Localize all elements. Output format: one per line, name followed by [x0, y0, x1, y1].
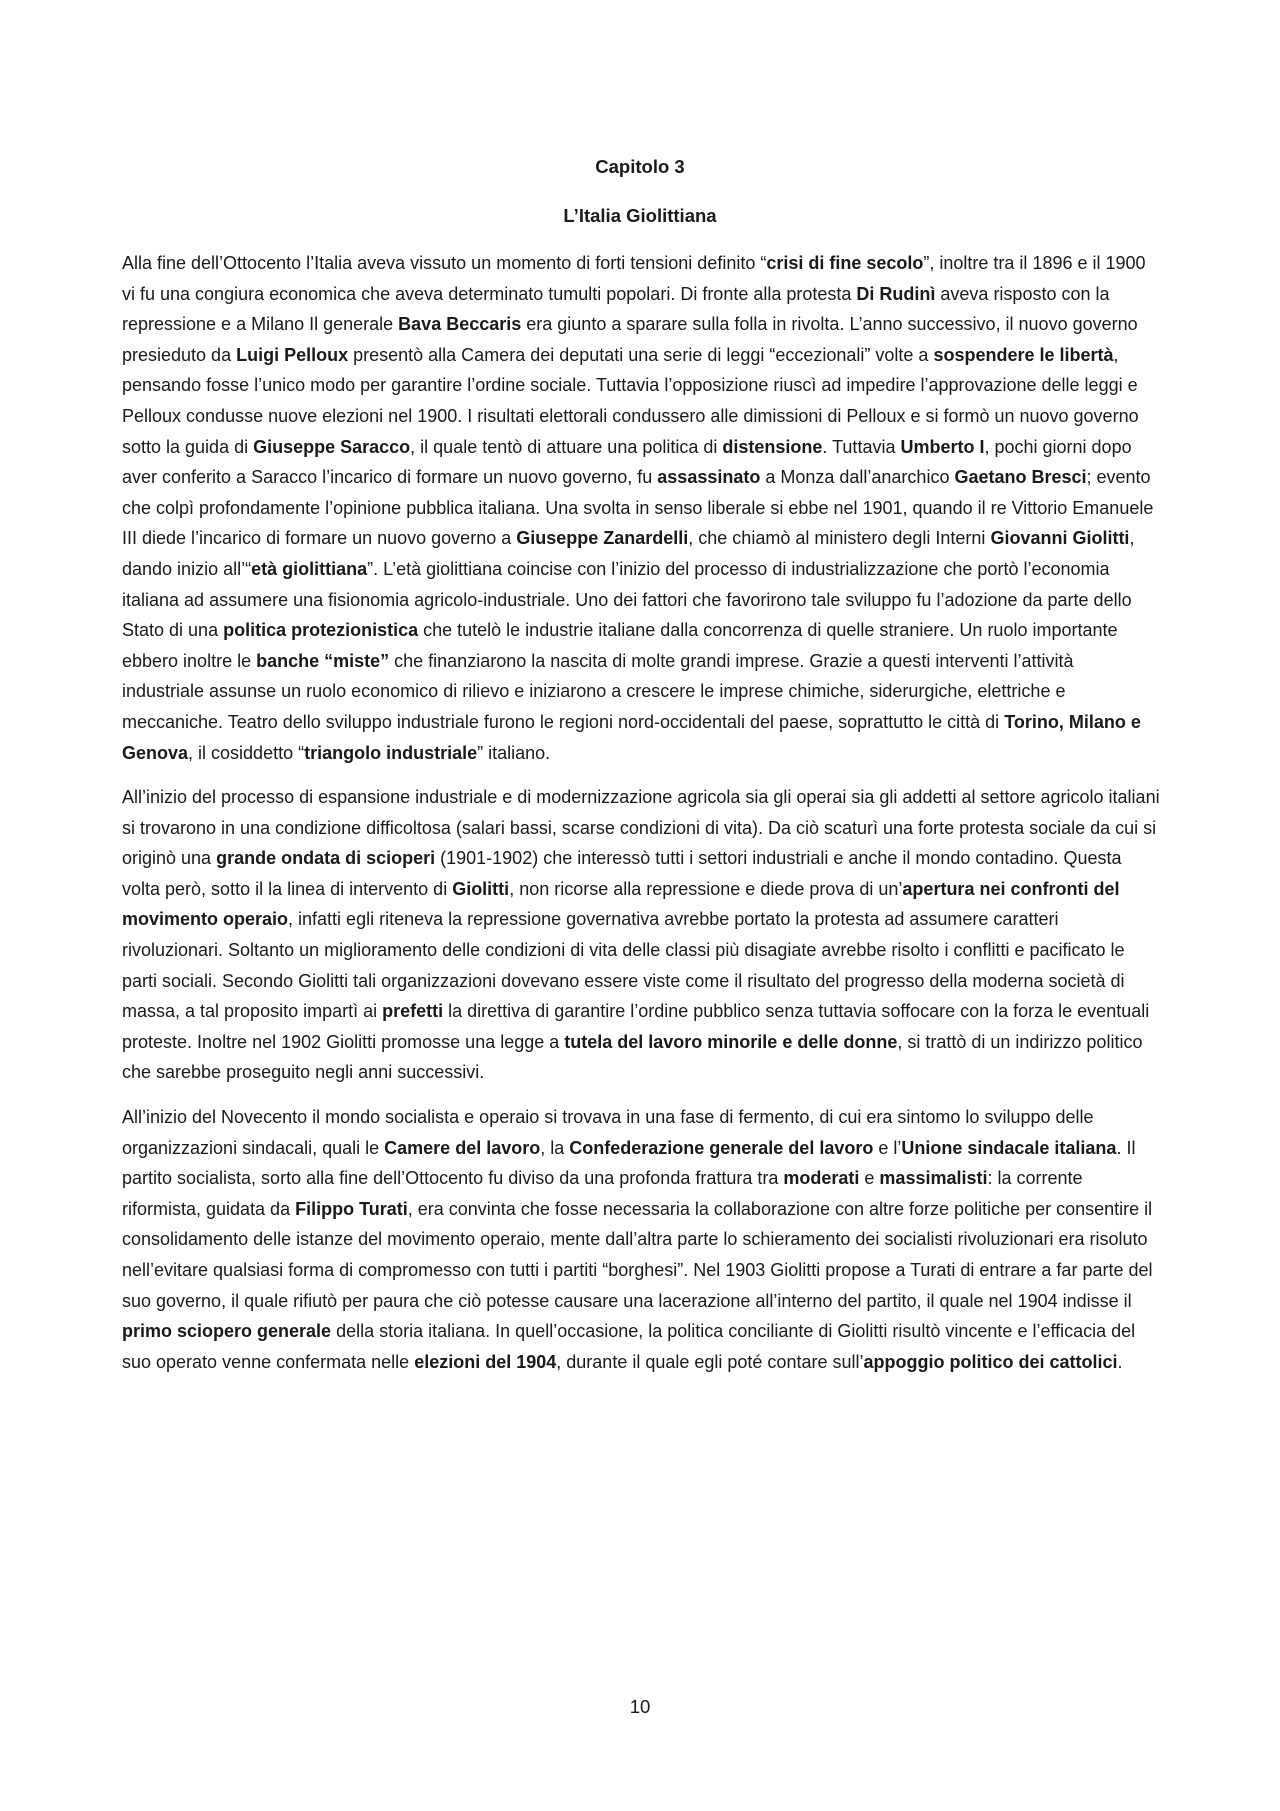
- bold-text-run: triangolo industriale: [304, 742, 478, 763]
- bold-text-run: Unione sindacale italiana: [901, 1137, 1117, 1158]
- bold-text-run: distensione: [722, 436, 823, 457]
- text-run: . Il partito socialista, sorto alla fine dell’Ottocento fu diviso da una profonda frattura tra: [122, 1137, 1136, 1189]
- text-run: All’inizio del Novecento il mondo socialista e operaio si trovava in una fase di fermento, di cui era sintomo lo sviluppo delle organizzazioni sindacali, quali le: [122, 1107, 1094, 1158]
- bold-text-run: Giolitti: [452, 878, 510, 899]
- text-run: era giunto a sparare sulla folla in rivolta. L’anno successivo, il nuovo governo presieduto da: [122, 314, 1138, 365]
- body-text: [122, 248, 1160, 1391]
- text-run: e l’: [873, 1137, 902, 1158]
- text-run: , che chiamò al ministero degli Interni: [688, 528, 991, 549]
- text-run: , infatti egli riteneva la repressione governativa avrebbe portato la protesta ad assumere caratteri rivoluzionari. Soltanto un miglioramento delle condizioni di vita delle classi più disagiate avrebbe risolto i conflitti e pacificato le parti sociali. Secondo Giolitti tali organizzazioni dovevano essere viste come il risultato del progresso della moderna società di massa, a tal proposito impartì ai: [122, 909, 1125, 1022]
- chapter-title: L’Italia Giolittiana: [563, 205, 717, 226]
- text-run: .: [1117, 1351, 1123, 1372]
- text-run: la direttiva di garantire l’ordine pubblico senza tuttavia soffocare con la forza le eventuali proteste. Inoltre nel 1902 Giolitti promosse una legge a: [122, 1001, 1150, 1052]
- text-run: , dando inizio all’“: [122, 528, 1135, 579]
- bold-text-run: appoggio politico dei cattolici: [863, 1351, 1118, 1372]
- text-run: aveva risposto con la repressione e a Milano Il generale: [122, 283, 1110, 335]
- text-run: , la: [540, 1137, 570, 1158]
- paragraph: [122, 1102, 1160, 1377]
- text-run: della storia italiana. In quell’occasione, la politica conciliante di Giolitti risultò vincente e l’efficacia del suo operato venne confermata nelle: [122, 1321, 1136, 1372]
- bold-text-run: banche “miste”: [256, 650, 390, 671]
- bold-text-run: assassinato: [657, 467, 761, 488]
- bold-text-run: politica protezionistica: [223, 620, 419, 641]
- text-run: , non ricorse alla repressione e diede prova di un’: [509, 878, 903, 899]
- text-run: che tutelò le industrie italiane dalla concorrenza di quelle straniere. Un ruolo importante ebbero inoltre le: [122, 620, 1118, 671]
- text-run: , era convinta che fosse necessaria la collaborazione con altre forze politiche per consentire il consolidamento delle istanze del movimento operaio, mente dall’altra parte lo schieramento dei socialisti rivoluzionari era risoluto nell’evitare qualsiasi forma di compromesso con tutti i partiti “borghesi”. Nel 1903 Giolitti propose a Turati di entrare a far parte del suo governo, il quale rifiutò per paura che ciò potesse causare una lacerazione all’interno del partito, il quale nel 1904 indisse il: [122, 1198, 1153, 1311]
- bold-text-run: moderati: [783, 1168, 860, 1189]
- text-run: (1901-1902) che interessò tutti i settori industriali e anche il mondo contadino. Questa volta però, sotto il la linea di intervento di: [122, 848, 1122, 899]
- bold-text-run: Gaetano Bresci: [954, 467, 1087, 488]
- text-run: , pensando fosse l’unico modo per garantire l’ordine sociale. Tuttavia l’opposizione riuscì ad impedire l’approvazione delle leggi e Pelloux condusse nuove elezioni nel 1900. I risultati elettorali condussero alle dimissioni di Pelloux e si formò un nuovo governo sotto la guida di: [122, 344, 1139, 457]
- text-run: Alla fine dell’Ottocento l’Italia aveva vissuto un momento di forti tensioni definito “: [122, 253, 767, 273]
- bold-text-run: crisi di fine secolo: [766, 253, 924, 273]
- bold-text-run: Camere del lavoro: [384, 1137, 541, 1158]
- bold-text-run: Giuseppe Zanardelli: [516, 528, 689, 549]
- text-run: All’inizio del processo di espansione industriale e di modernizzazione agricola sia gli operai sia gli addetti al settore agricolo italiani si trovarono in una condizione difficoltosa (salari bassi, scarse condizioni di vita). Da ciò scaturì una forte protesta sociale da cui si originò una: [122, 787, 1160, 869]
- page-number: 10: [629, 1696, 651, 1717]
- text-run: , si trattò di un indirizzo politico che sarebbe proseguito negli anni successivi.: [122, 1031, 1143, 1083]
- text-run: : la corrente riformista, guidata da: [122, 1168, 1083, 1219]
- bold-text-run: Di Rudinì: [856, 283, 936, 304]
- bold-text-run: Giovanni Giolitti: [990, 528, 1130, 549]
- text-run: , pochi giorni dopo aver conferito a Saracco l’incarico di formare un nuovo governo, fu: [122, 436, 1132, 488]
- text-run: ” italiano.: [477, 742, 551, 763]
- bold-text-run: Bava Beccaris: [398, 314, 522, 335]
- paragraph: [122, 248, 1160, 768]
- text-run: ”, inoltre tra il 1896 e il 1900 vi fu una congiura economica che aveva determinato tumulti popolari. Di fronte alla protesta: [122, 253, 1146, 304]
- bold-text-run: Torino, Milano e Genova: [122, 711, 1141, 763]
- text-run: . Tuttavia: [822, 436, 901, 457]
- text-run: a Monza dall’anarchico: [760, 467, 955, 488]
- text-run: che finanziarono la nascita di molte grandi imprese. Grazie a questi interventi l’attività industriale assunse un ruolo economico di rilievo e iniziarono a crescere le imprese chimiche, siderurgiche, elettriche e meccaniche. Teatro dello sviluppo industriale furono le regioni nord-occidentali del paese, soprattutto le città di: [122, 650, 1074, 732]
- bold-text-run: apertura nei confronti del movimento operaio: [122, 878, 1120, 930]
- bold-text-run: Filippo Turati: [295, 1198, 408, 1219]
- chapter-heading: Capitolo 3: [595, 156, 685, 177]
- text-run: , durante il quale egli poté contare sull’: [556, 1351, 864, 1372]
- text-run: , il quale tentò di attuare una politica di: [410, 436, 723, 457]
- bold-text-run: grande ondata di scioperi: [216, 848, 436, 869]
- bold-text-run: massimalisti: [879, 1168, 988, 1189]
- bold-text-run: tutela del lavoro minorile e delle donne: [564, 1031, 898, 1052]
- bold-text-run: Confederazione generale del lavoro: [569, 1137, 874, 1158]
- bold-text-run: Umberto I: [900, 436, 985, 457]
- bold-text-run: Luigi Pelloux: [236, 344, 349, 365]
- text-run: ; evento che colpì profondamente l’opinione pubblica italiana. Una svolta in senso liberale si ebbe nel 1901, quando il re Vittorio Emanuele III diede l’incarico di formare un nuovo governo a: [122, 467, 1154, 549]
- text-run: e: [859, 1168, 880, 1189]
- paragraph: [122, 782, 1160, 1088]
- bold-text-run: prefetti: [382, 1001, 444, 1022]
- bold-text-run: primo sciopero generale: [122, 1321, 332, 1342]
- bold-text-run: età giolittiana: [251, 558, 368, 579]
- text-run: , il cosiddetto “: [188, 742, 305, 763]
- text-run: presentò alla Camera dei deputati una serie di leggi “eccezionali” volte a: [348, 344, 934, 365]
- bold-text-run: sospendere le libertà: [933, 344, 1114, 365]
- bold-text-run: Giuseppe Saracco: [253, 436, 411, 457]
- text-run: ”. L’età giolittiana coincise con l’inizio del processo di industrializzazione che portò l’economia italiana ad assumere una fisionomia agricolo-industriale. Uno dei fattori che favorirono tale sviluppo fu l’adozione da parte dello Stato di una: [122, 558, 1132, 641]
- bold-text-run: elezioni del 1904: [414, 1351, 557, 1372]
